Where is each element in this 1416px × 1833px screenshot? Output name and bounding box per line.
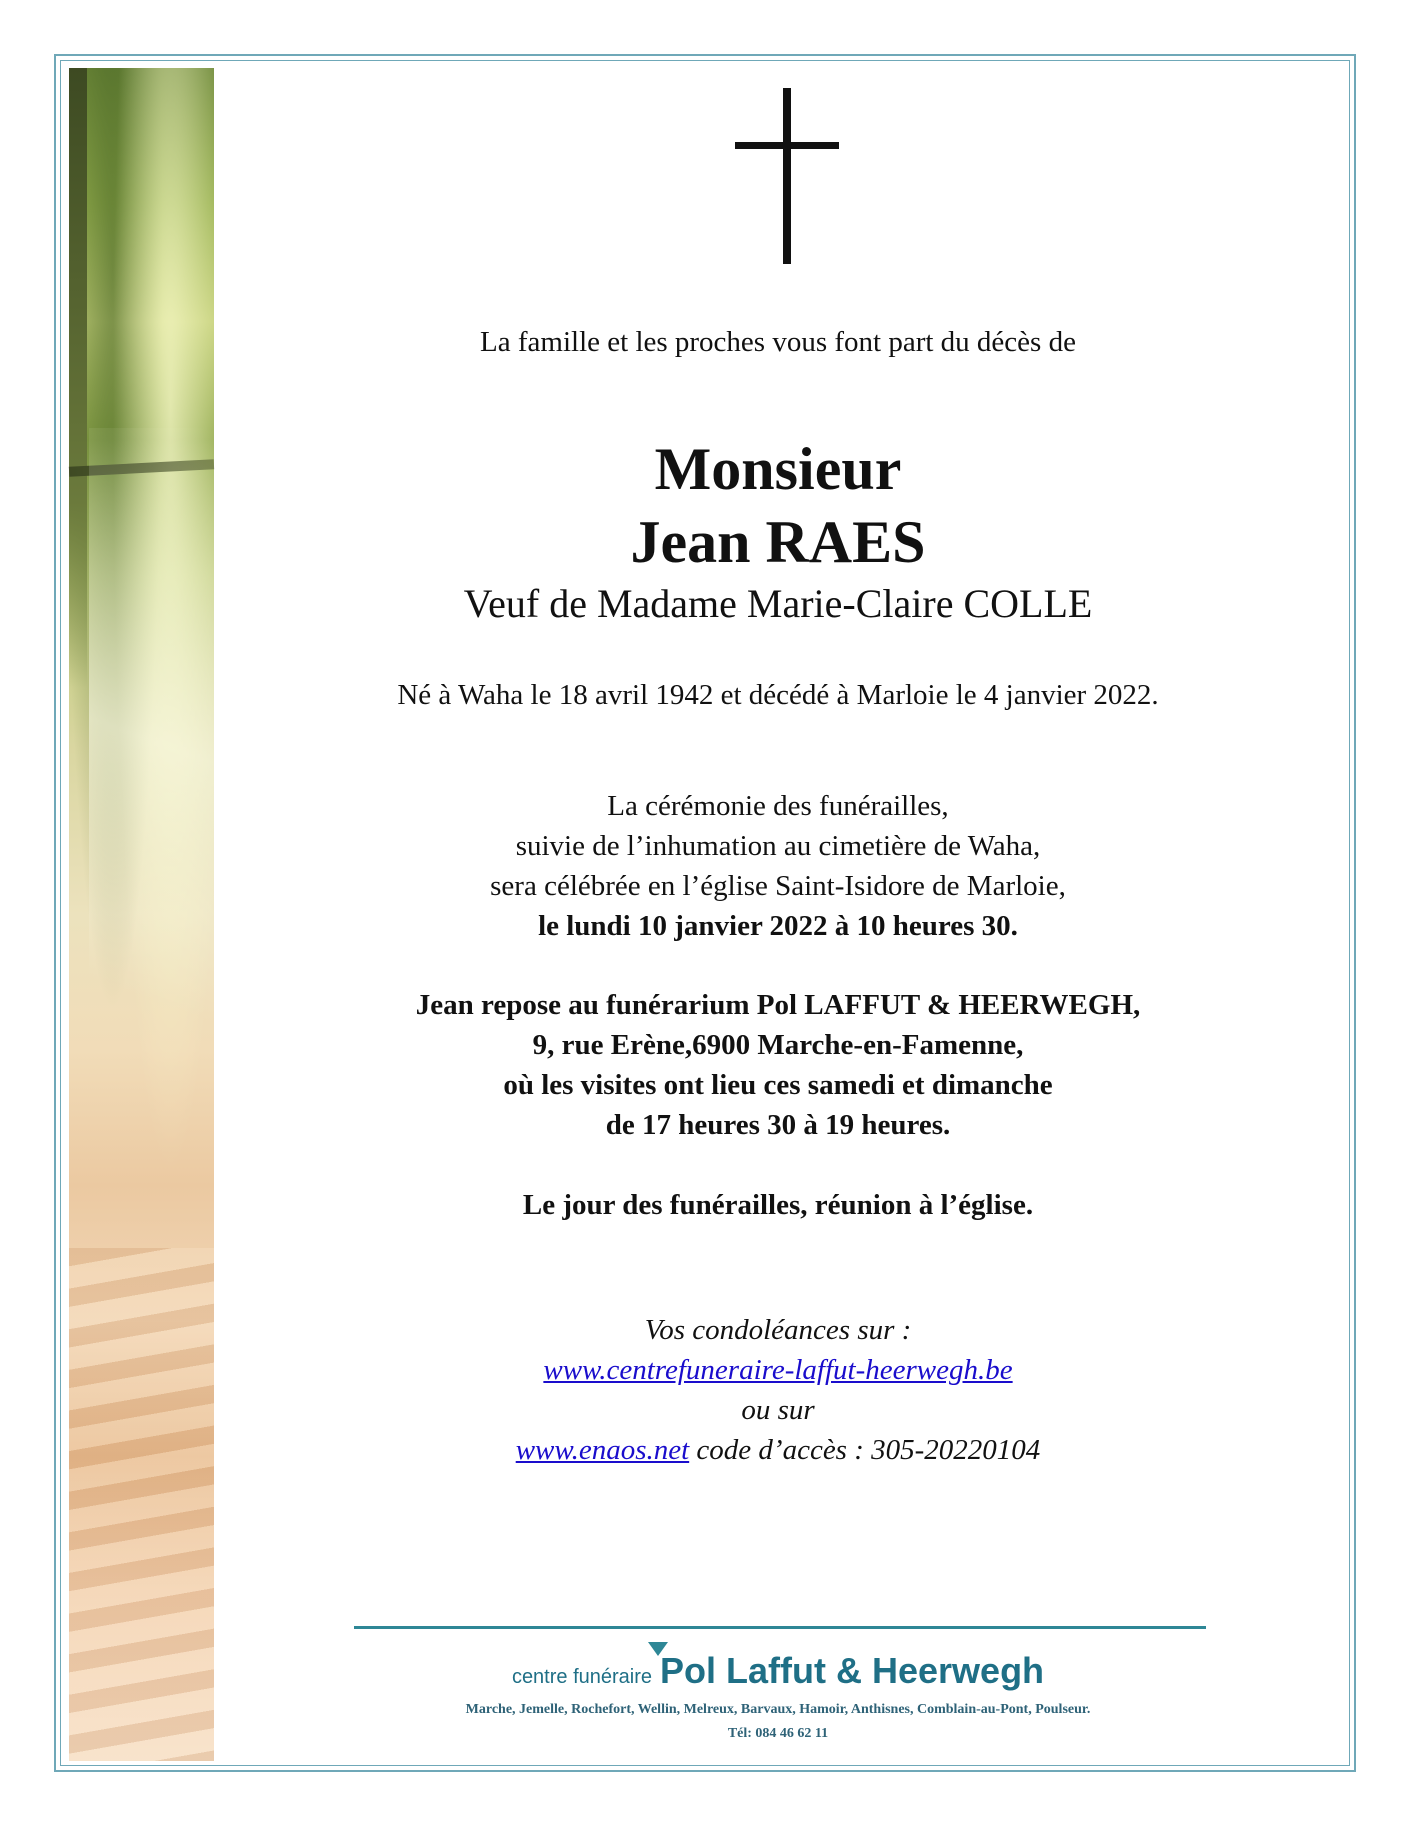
cross-vertical-bar [783, 88, 791, 264]
gathering-text: Le jour des funérailles, réunion à l’église. [522, 1189, 1034, 1221]
footer-towns: Marche, Jemelle, Rochefort, Wellin, Melreux, Barvaux, Hamoir, Anthisnes, Comblain-au-Pont, Poulseur. [465, 1702, 1091, 1717]
condolences-label: Vos condoléances sur : [644, 1314, 912, 1346]
ceremony-line-2: suivie de l’inhumation au cimetière de Waha, [515, 830, 1041, 862]
visitation-line-3: où les visites ont lieu ces samedi et dimanche [503, 1069, 1053, 1101]
visitation-hours: de 17 heures 30 à 19 heures. [605, 1109, 951, 1141]
enaos-link[interactable]: www.enaos.net [515, 1434, 690, 1466]
footer-telephone: Tél: 084 46 62 11 [727, 1726, 829, 1741]
light-rays [89, 428, 214, 1128]
funeral-home-logo [230, 1650, 1326, 1692]
ceremony-line-3: sera célébrée en l’église Saint-Isidore de Marloie, [490, 870, 1066, 902]
widower-text: Veuf de Madame Marie-Claire COLLE [463, 581, 1093, 626]
visitation-address: 9, rue Erène,6900 Marche-en-Famenne, [532, 1029, 1024, 1061]
ceremony-datetime: le lundi 10 janvier 2022 à 10 heures 30. [538, 910, 1018, 942]
tree-trunk [69, 68, 87, 688]
footer-rule [354, 1626, 1206, 1629]
title-honorific: Monsieur [654, 436, 902, 502]
visitation-line-1: Jean repose au funérarium Pol LAFFUT & HEERWEGH, [415, 989, 1141, 1021]
access-code: code d’accès : 305-20220104 [689, 1434, 1041, 1466]
condolences-link-row-1 [230, 1350, 1326, 1390]
logo-big-text: Pol Laffut & Heerwegh [660, 1650, 1045, 1691]
intro-text: La famille et les proches vous font part du décès de [480, 326, 1076, 358]
ceremony-line-1: La cérémonie des funérailles, [607, 790, 949, 822]
condolences-or: ou sur [741, 1394, 815, 1426]
logo-small-text: centre funéraire [511, 1666, 653, 1688]
cross-icon [735, 88, 839, 264]
deceased-name: Jean RAES [630, 509, 926, 575]
birth-death-dates: Né à Waha le 18 avril 1942 et décédé à Marloie le 4 janvier 2022. [397, 679, 1159, 711]
centrefuneraire-link[interactable]: www.centrefuneraire-laffut-heerwegh.be [543, 1354, 1013, 1386]
cross-horizontal-bar [735, 142, 839, 149]
side-forest-photo [69, 68, 214, 1761]
condolences-link-row-2 [230, 1430, 1326, 1470]
forest-path [69, 1248, 214, 1761]
